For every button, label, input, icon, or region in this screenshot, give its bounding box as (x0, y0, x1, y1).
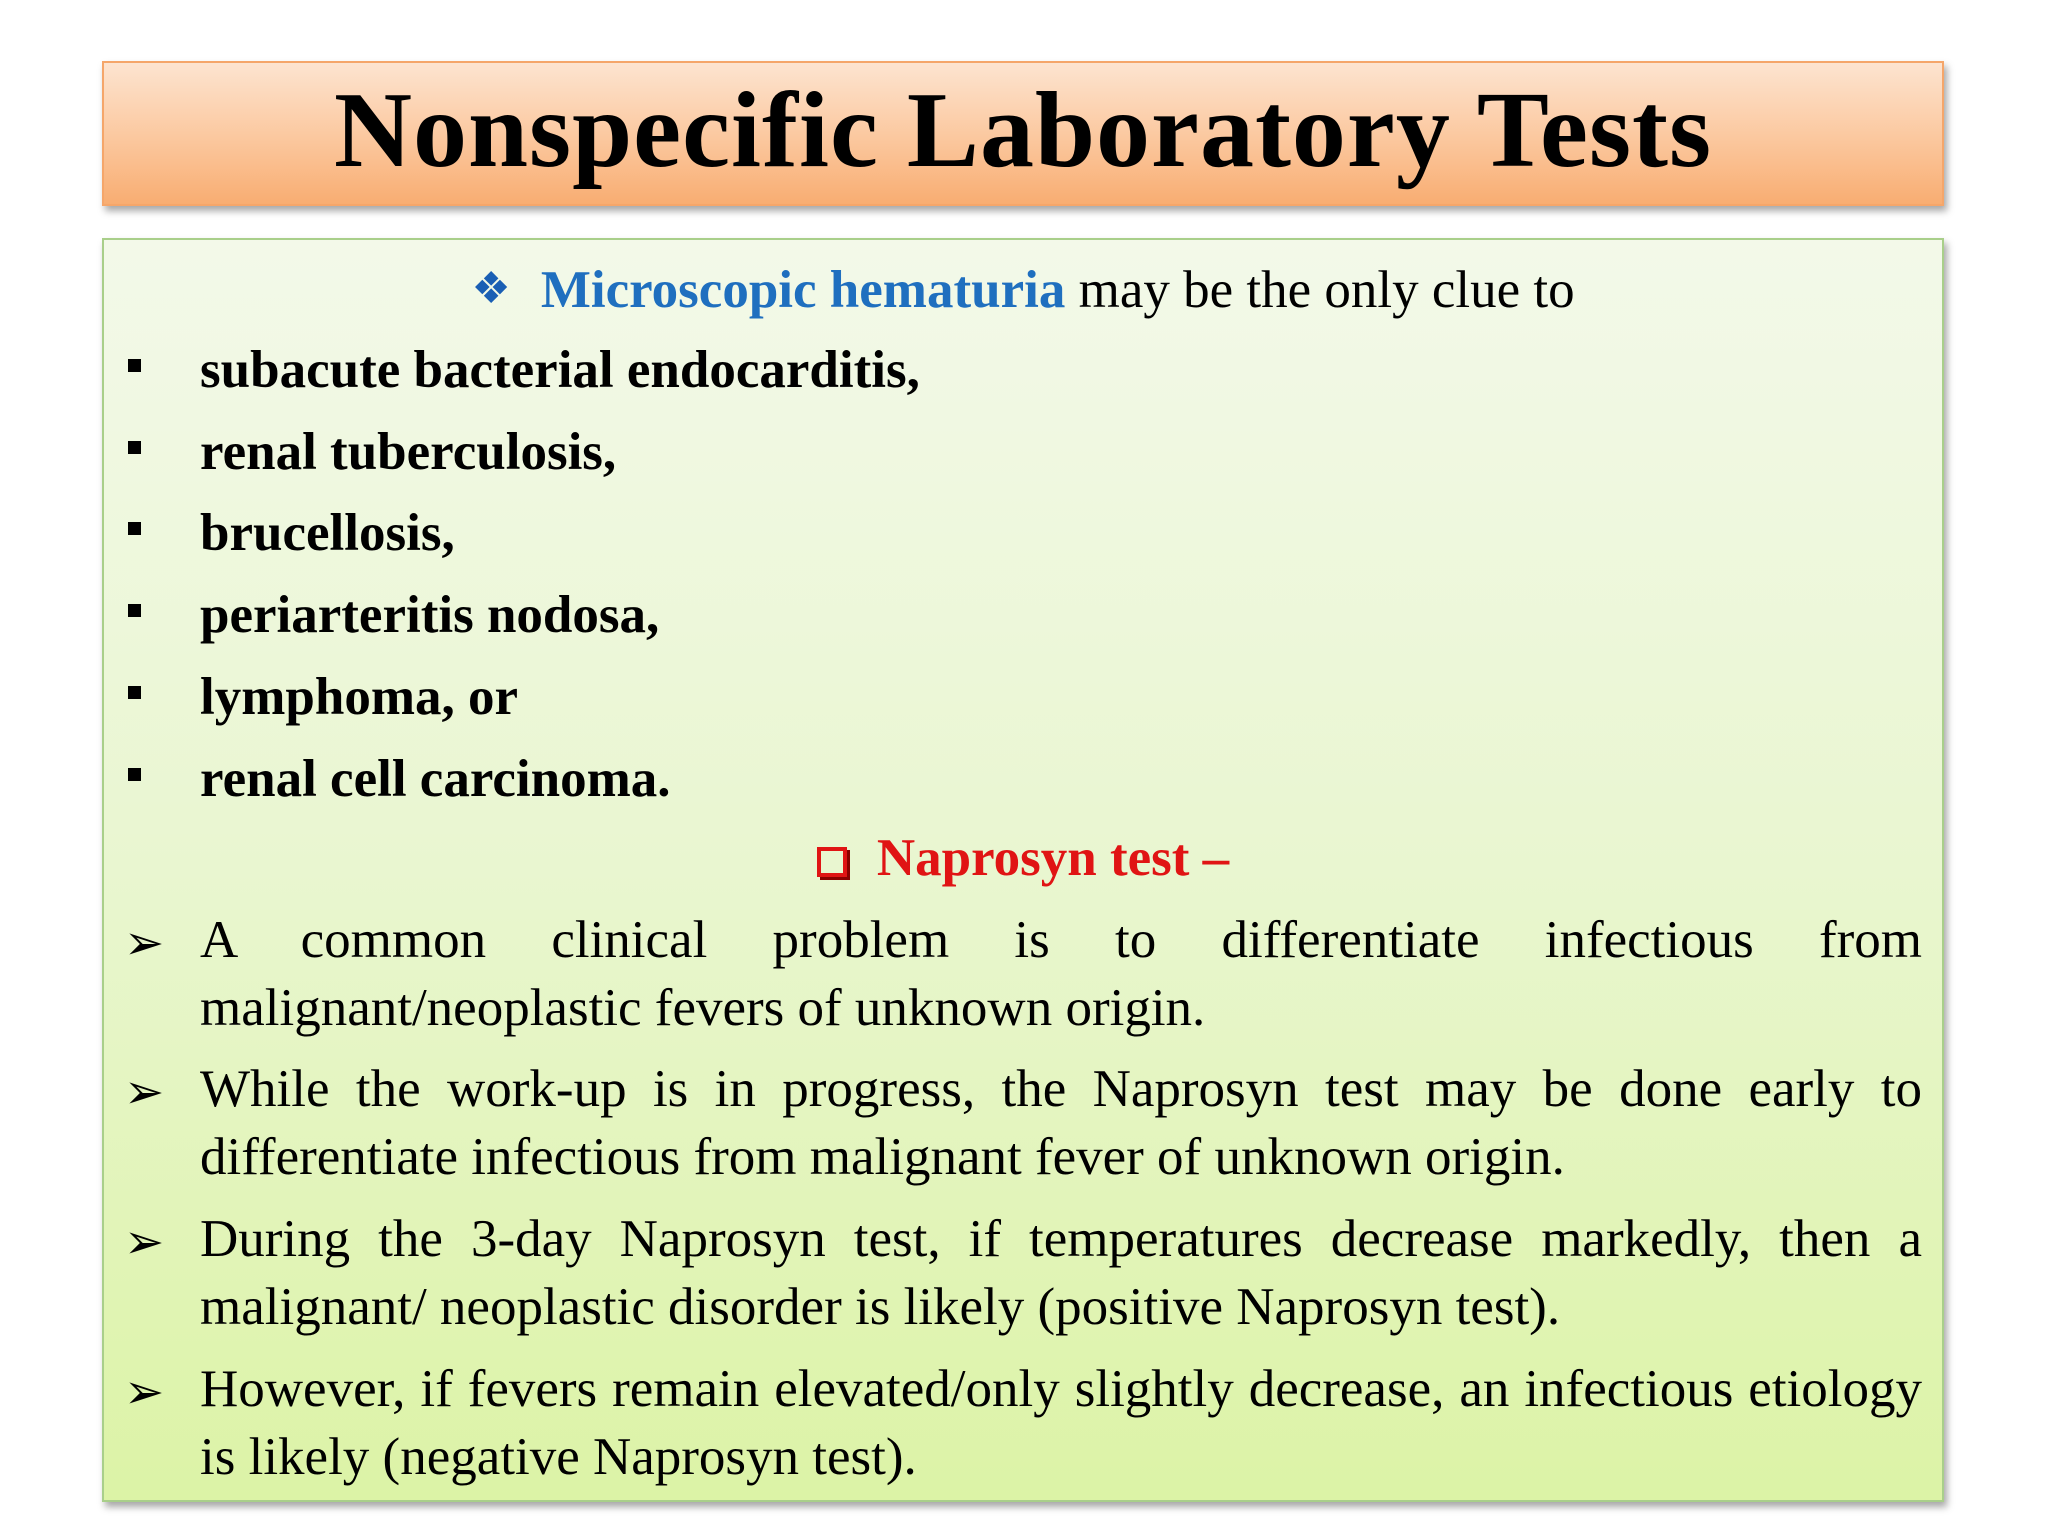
condition-label: renal cell carcinoma. (200, 750, 671, 808)
square-bullet-icon (128, 522, 141, 535)
intro-line (104, 261, 1942, 319)
point-text: A common clinical problem is to differentiate infectious from malignant/neoplastic fevers of unknown origin. (200, 911, 1922, 1037)
point-text: While the work-up is in progress, the Naprosyn test may be done early to differentiate infectious from malignant fever of unknown origin. (200, 1060, 1922, 1186)
title-banner (102, 61, 1944, 206)
condition-label: renal tuberculosis, (200, 423, 617, 481)
arrow-bullet-icon: ➢ (124, 917, 165, 970)
square-bullet-icon (128, 359, 141, 372)
square-bullet-icon (128, 686, 141, 699)
condition-label: subacute bacterial endocarditis, (200, 341, 920, 399)
square-bullet-icon (128, 441, 141, 454)
square-bullet-icon (128, 604, 141, 617)
intro-rest: may be the only clue to (1065, 261, 1575, 319)
naprosyn-heading (104, 829, 1942, 887)
diamond-bullet-icon: ❖ (471, 264, 511, 313)
content-panel (102, 238, 1944, 1502)
naprosyn-heading-text: Naprosyn test – (876, 829, 1230, 887)
intro-highlight: Microscopic hematuria (540, 261, 1066, 319)
arrow-bullet-icon: ➢ (124, 1366, 165, 1419)
condition-label: lymphoma, or (200, 668, 518, 726)
square-bullet-icon (128, 768, 141, 781)
condition-label: periarteritis nodosa, (200, 586, 660, 644)
point-text: However, if fevers remain elevated/only slightly decrease, an infectious etiology is likely (negative Naprosyn test). (200, 1360, 1922, 1486)
condition-label: brucellosis, (200, 504, 455, 562)
arrow-bullet-icon: ➢ (124, 1066, 165, 1119)
arrow-bullet-icon: ➢ (124, 1216, 165, 1269)
point-text: During the 3-day Naprosyn test, if temperatures decrease markedly, then a malignant/ neoplastic disorder is likely (positive Naprosyn test). (200, 1210, 1922, 1336)
checkbox-icon (817, 847, 847, 877)
slide-title: Nonspecific Laboratory Tests (334, 70, 1712, 190)
